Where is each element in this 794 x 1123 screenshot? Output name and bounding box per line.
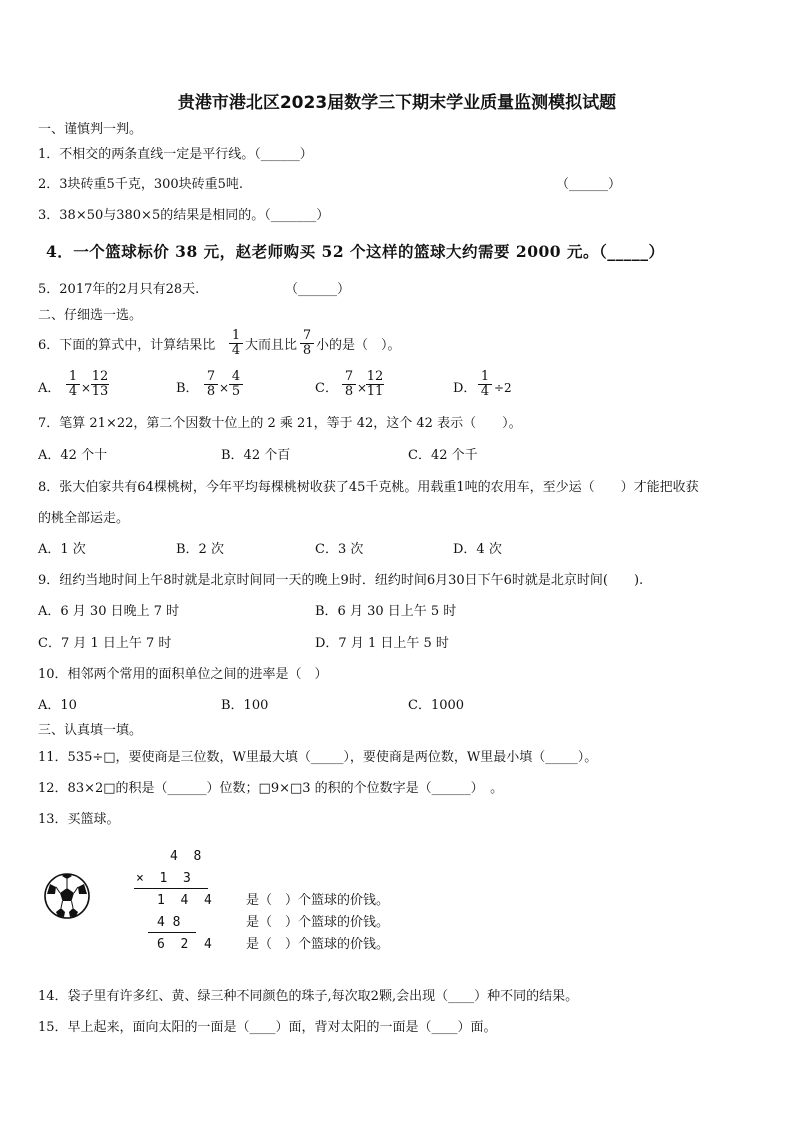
numerator: 7 <box>204 370 218 385</box>
calc-rule <box>134 888 208 889</box>
denominator: 4 <box>480 384 490 399</box>
question-2: 2．3块砖重5千克，300块砖重5吨. <box>38 177 244 192</box>
question-13: 13．买篮球。 <box>38 812 120 827</box>
question-1: 1．不相交的两条直线一定是平行线。（______） <box>38 147 313 162</box>
numerator: 1 <box>66 370 80 385</box>
option: A．6 月 30 日晚上 7 时 <box>38 604 180 619</box>
question-8-line-2: 的桃全部运走。 <box>38 511 130 526</box>
division-tail: ÷2 <box>494 381 512 395</box>
option: B．6 月 30 日上午 5 时 <box>315 604 457 619</box>
option-b-label: B． <box>176 381 199 396</box>
question-6-text-mid: 大而且比 <box>245 338 298 353</box>
option: C．1000 <box>408 698 465 713</box>
numerator: 7 <box>300 329 314 344</box>
times-sign: × <box>81 381 92 395</box>
option: C．7 月 1 日上午 7 时 <box>38 636 172 651</box>
numerator: 12 <box>366 369 384 384</box>
option: B．2 次 <box>176 542 224 557</box>
numerator: 4 <box>229 370 243 385</box>
calc-row-multiplier: × 1 3 <box>136 871 191 886</box>
fraction <box>91 370 109 399</box>
question-8-line-1: 8．张大伯家共有64棵桃树，今年平均每棵桃树收获了45千克桃。用载重1吨的农用车，至少运（ ）才能把收获 <box>38 480 699 495</box>
fraction <box>229 329 243 358</box>
denominator: 8 <box>344 384 354 399</box>
section-heading-2: 二、仔细选一选。 <box>38 308 143 323</box>
calc-row-product: 6 2 4 <box>157 937 212 952</box>
option: D．4 次 <box>453 542 502 557</box>
question-5-blank: （______） <box>285 282 351 297</box>
option: C．42 个千 <box>408 448 478 463</box>
numerator: 7 <box>342 370 356 385</box>
calc-row-multiplicand: 4 8 <box>170 849 202 864</box>
option: B．100 <box>221 698 269 713</box>
question-12: 12．83×2□的积是（______）位数；□9×□3 的积的个位数字是（______） 。 <box>38 781 504 796</box>
question-5: 5．2017年的2月只有28天. <box>38 282 200 297</box>
fraction <box>229 370 243 399</box>
question-9: 9．纽约当地时间上午8时就是北京时间同一天的晚上9时．纽约时间6月30日下午6时就是北京时间( ). <box>38 573 644 588</box>
question-7: 7．笔算 21×22，第二个因数十位上的 2 乘 21，等于 42，这个 42 表示（ ）。 <box>38 416 522 431</box>
fraction <box>478 370 492 399</box>
calc-row-partial-1: 1 4 4 <box>157 893 212 908</box>
option-c-label: C． <box>315 381 338 396</box>
section-heading-1: 一、谨慎判一判。 <box>38 122 143 137</box>
question-3: 3．38×50与380×5的结果是相同的。（_______） <box>38 208 330 223</box>
question-10: 10．相邻两个常用的面积单位之间的进率是（ ） <box>38 667 328 682</box>
numerator: 1 <box>229 329 243 344</box>
fraction <box>366 370 384 399</box>
option: A．1 次 <box>38 542 86 557</box>
calc-note-1: 是（ ）个篮球的价钱。 <box>246 893 390 908</box>
fraction <box>204 370 218 399</box>
numerator: 12 <box>91 369 109 384</box>
question-15: 15．早上起来，面向太阳的一面是（____）面，背对太阳的一面是（____）面。 <box>38 1020 497 1035</box>
question-6-text-post: 小的是（ ）。 <box>316 338 401 353</box>
calc-note-2: 是（ ）个篮球的价钱。 <box>246 915 390 930</box>
denominator: 5 <box>231 384 241 399</box>
question-14: 14．袋子里有许多红、黄、绿三种不同颜色的珠子,每次取2颗,会出现（____）种不同的结果。 <box>38 989 579 1004</box>
denominator: 8 <box>206 384 216 399</box>
times-sign: × <box>219 381 230 395</box>
calc-row-partial-2: 4 8 <box>157 915 181 930</box>
soccer-ball-icon <box>42 872 92 920</box>
calc-rule <box>148 932 196 933</box>
question-2-blank: （______） <box>556 177 622 192</box>
option: A．10 <box>38 698 77 713</box>
question-11: 11．535÷□，要使商是三位数，W里最大填（_____），要使商是两位数，W里最小填（_____）。 <box>38 750 598 765</box>
option: A．42 个十 <box>38 448 108 463</box>
times-sign: × <box>357 381 368 395</box>
page-title: 贵港市港北区2023届数学三下期末学业质量监测模拟试题 <box>177 93 617 113</box>
calc-note-3: 是（ ）个篮球的价钱。 <box>246 937 390 952</box>
question-4: 4．一个篮球标价 38 元，赵老师购买 52 个这样的篮球大约需要 2000 元。（_____） <box>46 242 665 261</box>
option: C．3 次 <box>315 542 364 557</box>
fraction <box>342 370 356 399</box>
question-6-text: 6．下面的算式中，计算结果比 <box>38 338 216 353</box>
denominator: 4 <box>68 384 78 399</box>
denominator: 11 <box>366 384 384 399</box>
denominator: 13 <box>91 384 109 399</box>
option-a-label: A． <box>38 381 61 396</box>
option: B．42 个百 <box>221 448 291 463</box>
fraction <box>66 370 80 399</box>
fraction <box>300 329 314 358</box>
option-d-label: D． <box>453 381 477 396</box>
denominator: 4 <box>231 343 241 358</box>
section-heading-3: 三、认真填一填。 <box>38 723 143 738</box>
option: D．7 月 1 日上午 5 时 <box>315 636 449 651</box>
numerator: 1 <box>478 370 492 385</box>
denominator: 8 <box>302 343 312 358</box>
